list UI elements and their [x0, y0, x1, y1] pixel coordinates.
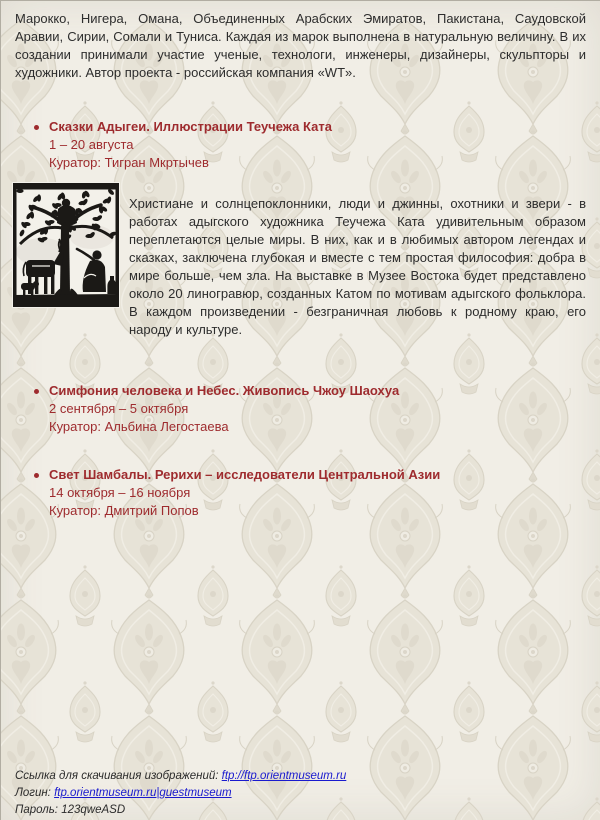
bullet-icon	[34, 389, 39, 394]
document-body	[1, 1, 600, 520]
download-ftp-link[interactable]: ftp://ftp.orientmuseum.ru	[221, 770, 347, 782]
bullet-icon	[34, 125, 39, 130]
login-label: Логин:	[15, 787, 51, 799]
exhibition-title: Симфония человека и Небес. Живопись Чжоу Шаохуа	[49, 383, 400, 398]
footer-download-info	[15, 768, 346, 819]
download-label: Ссылка для скачивания изображений:	[15, 770, 219, 782]
exhibition-curator: Куратор: Дмитрий Попов	[49, 503, 199, 518]
exhibition-item-3	[15, 466, 586, 520]
exhibition-dates: 1 – 20 августа	[49, 137, 134, 152]
password-line: Пароль: 123qweASD	[15, 804, 126, 816]
exhibition-1-details	[15, 182, 586, 352]
bullet-icon	[34, 473, 39, 478]
exhibition-dates: 14 октября – 16 ноября	[49, 485, 191, 500]
exhibition-title: Свет Шамбалы. Рерихи – исследователи Центральной Азии	[49, 467, 441, 482]
exhibition-list	[15, 118, 586, 520]
exhibition-title: Сказки Адыгеи. Иллюстрации Теучежа Ката	[49, 119, 332, 134]
exhibition-curator: Куратор: Альбина Легостаева	[49, 419, 229, 434]
login-link[interactable]: ftp.orientmuseum.ru|guestmuseum	[54, 787, 232, 799]
linocut-illustration	[12, 182, 120, 308]
exhibition-item-1	[15, 118, 586, 172]
exhibition-item-2	[15, 382, 586, 436]
exhibition-description: Христиане и солнцепоклонники, люди и джинны, охотники и звери - в работах адыгского художника Теучежа Ката удивительным образом переплетаются целые миры. В них, как и в любимых автором легендах и сказках, заключена глубокая и вместе с тем простая философия: добра в мире больше, чем зла. На выставке в Музее Востока будет представлено около 20 линогравюр, созданных Катом по мотивам адыгского фольклора. В каждом произведении - безграничная любовь к родному краю, его народу и культуре.	[129, 196, 586, 337]
intro-paragraph: Марокко, Нигера, Омана, Объединенных Арабских Эмиратов, Пакистана, Саудовской Аравии, Сирии, Сомали и Туниса. Каждая из марок выполнена в натуральную величину. В их создании принимали участие ученые, технологи, инженеры, дизайнеры, скульпторы и художники. Автор проекта - российская компания «WT».	[15, 11, 586, 80]
exhibition-curator: Куратор: Тигран Мкртычев	[49, 155, 209, 170]
exhibition-dates: 2 сентября – 5 октября	[49, 401, 189, 416]
download-line	[15, 768, 346, 785]
login-line	[15, 785, 346, 802]
